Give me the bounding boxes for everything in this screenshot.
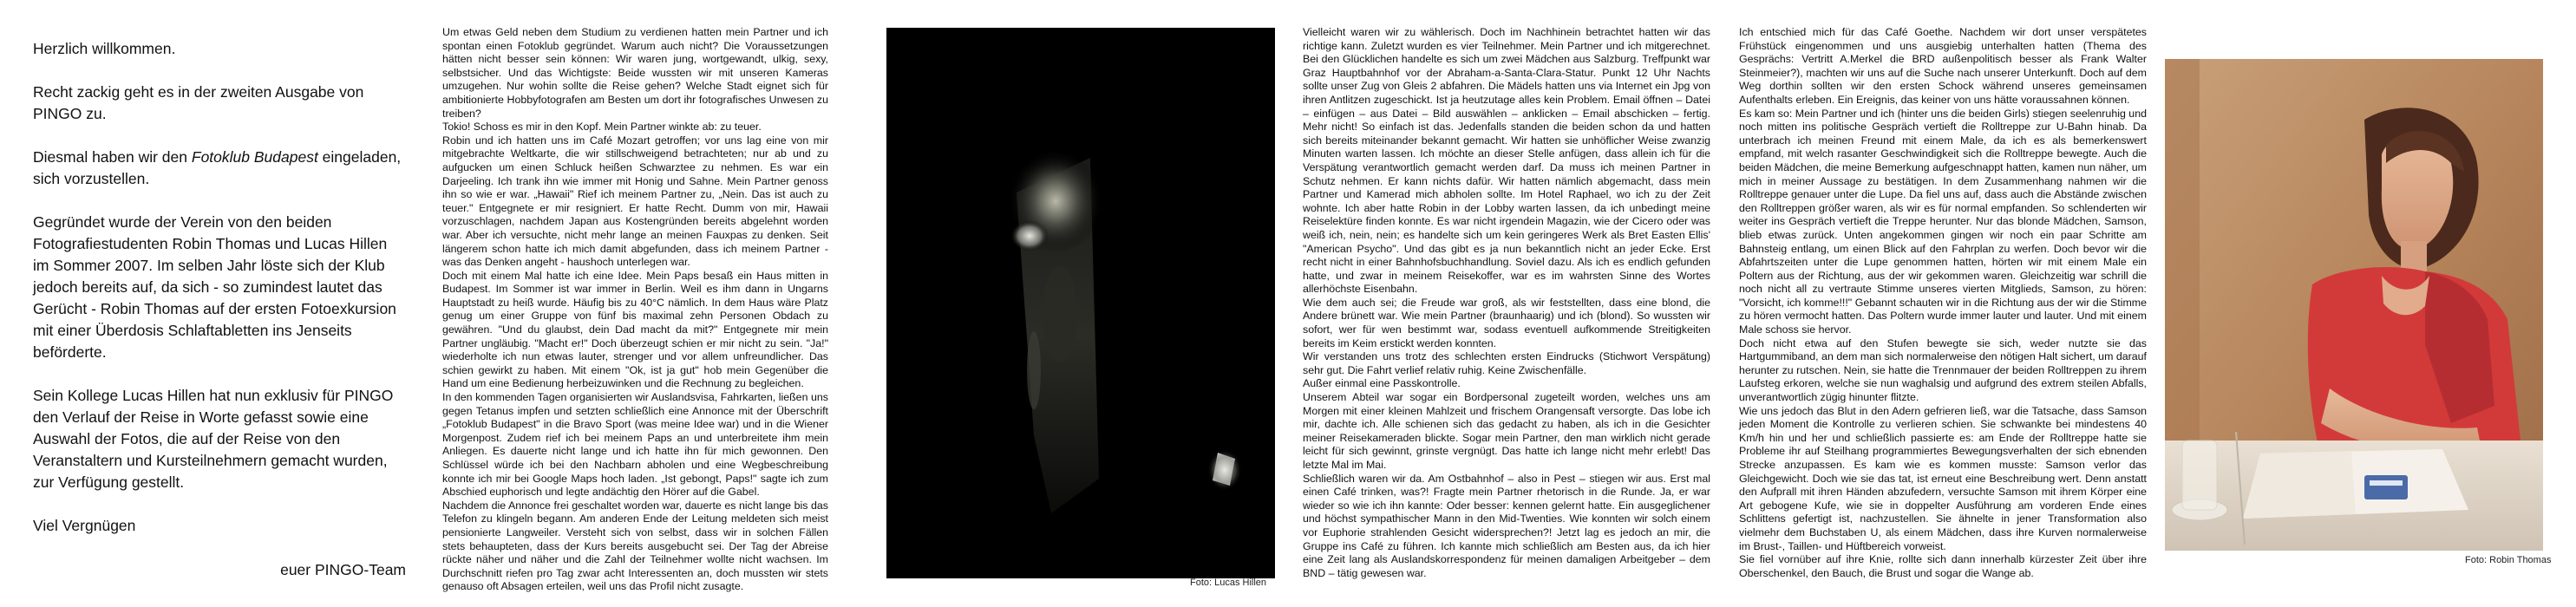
article-paragraph: Doch nicht etwa auf den Stufen bewegte sie sich, weder nutzte sie das Hartgummiband, an dem man sich normalerweise den nötigen Halt sichert, um darauf herunter zu rutschen. Nein, sie hatte die Trennmauer der beiden Rolltreppen zu ihrem Laufsteg erkoren, welche sie nun waghalsig und aufgrund des extrem steilen Abfalls, unverantwortlich zügig hinunter flitzte.	[1739, 336, 2147, 404]
intro-paragraph-3: Gegründet wurde der Verein von den beiden Fotografiestudenten Robin Thomas und Lucas Hillen im Sommer 2007. Im selben Jahr löste sich der Klub jedoch bereits auf, da sich - so zumindest lautet das Gerücht - Robin Thomas auf der ersten Fotoexkursion mit einer Überdosis Schlaftabletten ins Jenseits beförderte.	[33, 213, 396, 361]
intro-paragraph-2	[33, 147, 406, 190]
article-column-1	[442, 26, 828, 594]
article-paragraph: Robin und ich hatten uns im Café Mozart getroffen; vor uns lag eine von mir mitgebrachte Weltkarte, die wir stillschweigend betrachteten; nur ab und zu aufgucken um einen Schluck heißen Schwarztee zu nehmen. Es war ein Darjeeling. Ich trank ihn wie immer mit Honig und Sahne. Mein Partner genoss ihn so wie er war. „Hawaii" Rief ich meinem Partner zu, „Nein. Das ist auch zu teuer." Entgegnete er mir resigniert. Er hatte Recht. Dumm von mir, Hawaii vorzuschlagen, nachdem Japan aus Kostengründen bereits abgelehnt worden war. Aber ich versuchte, nicht mehr lange an meinen Fauxpas zu denken. Seit längerem schon hatte ich mich damit abgefunden, dass ich meinem Partner - was das Denken angeht - haushoch unterlegen war.	[442, 134, 828, 269]
article-paragraph: Vielleicht waren wir zu wählerisch. Doch im Nachhinein betrachtet hatten wir das richtige kann. Zuletzt wurden es vier Teilnehmer. Mein Partner und ich mitgerechnet. Bei den Glücklichen handelte es sich um zwei Mädchen aus Salzburg. Treffpunkt war Graz Hauptbahnhof vor der Abraham-a-Santa-Clara-Statur. Punkt 12 Uhr Nachts sollte unser Zug von Gleis 2 abfahren. Die Mädels hatten uns via Internet ein Jpg von ihren Antlitzen zugeschickt. Ist ja heutzutage alles kein Problem. Email öffnen – Datei – einfügen – aus Datei – Bild auswählen – anklicken – Email abschicken – fertig. Mehr nicht! So einfach ist das. Jedenfalls standen die beiden schon da und hatten sich bereits miteinander bekannt gemacht. Wir hatten sie unhöflicher Weise zwanzig Minuten warten lassen. Ich möchte an dieser Stelle anfügen, dass allein ich für die Verspätung verantwortlich gemacht werden darf. Da muss ich meinen Partner in Schutz nehmen. Er kann nichts dafür. Wir hatten nämlich abgemacht, dass mein Partner und Kamerad mich abholen sollte. Im Hotel Raphael, wo ich zu der Zeit wohnte. Ich aber hatte Robin in der Lobby warten lassen, da ich unbedingt meine Reiselektüre finden konnte. Es war nicht irgendein Magazin, wie der Cicero oder was weiß ich, nein, nein; es handelte sich um kein geringeres Werk als Bret Easten Ellis' "American Psycho". Und das gibt es ja nun bekanntlich nicht an jeder Ecke. Erst recht nicht in einer Bahnhofsbuchhandlung. Soviel dazu. Als ich es endlich gefunden hatte, und zwar in meinem Reisekoffer, war es im wahrsten Sinne des Wortes allerhöchste Eisenbahn.	[1303, 26, 1710, 296]
article-paragraph: In den kommenden Tagen organisierten wir Auslandsvisa, Fahrkarten, ließen uns gegen Tetanus impfen und setzten schließlich eine Annonce mit der Überschrift „Fotoklub Budapest" in die Bravo Sport (was meine Idee war) und in die Wiener Morgenpost. Zudem rief ich bei meinem Paps an und unterbreitete ihm mein Anliegen. Es dauerte nicht lange und ich hatte ihn für mich gewonnen. Den Schlüssel würde ich bei den Nachbarn abholen und eine Wegbeschreibung konnte ich mir bei Google Maps hoch laden. „Ist gebongt, Paps!" sagte ich zum Abschied euphorisch und legte andächtig den Hörer auf die Gabel.	[442, 391, 828, 499]
article-paragraph: Wie uns jedoch das Blut in den Adern gefrieren ließ, war die Tatsache, dass Samson jeden Moment die Kontrolle zu verlieren schien. Sie schwankte bei mindestens 40 Km/h hin und her und schließlich passierte es: am Ende der Rolltreppe hatte sie Probleme ihr auf Steilhang programmiertes Bewegungsverhalten der sich ebnenden Strecke anzupassen. Es kam wie es kommen musste: Samson verlor das Gleichgewicht. Doch wie sie das tat, ist erneut eine Beschreibung wert. Denn anstatt den Aufprall mit ihren Händen abzufedern, versuchte Samson mit ihrem Körper eine Art gebogene Kufe, wie sie in doppelter Ausführung am vorderen Ende eines Schlittens gefertigt ist, nachzustellen. Sie ähnelte in jener Transformation also vielmehr dem Buchstaben U, als einem Mädchen, dass ihre Kurven normalerweise im Brust-, Taillen- und Hüftbereich vorweist.	[1739, 404, 2147, 552]
photo-robin-thomas	[2165, 59, 2543, 551]
article-paragraph: Schließlich waren wir da. Am Ostbahnhof – also in Pest – stiegen wir aus. Erst mal einen Café trinken, was?! Fragte mein Partner rhetorisch in die Runde. Ja, er war wieder so wie ich ihn kannte: Oder besser: kennen gelernt hatte. Ein ausgeglichener und höchst sympathischer Mann in den Mid-Twenties. Wie konnten wir solch einem vor Euphorie strahlenden Gesicht widersprechen?! Jetzt lag es jedoch an mir, die Gruppe ins Café zu führen. Ich kannte mich schließlich am Besten aus, da ich hier eine Zeit lang als Auslandskorrespondenz für meinen damaligen Arbeitgeber – dem BND – tätig gewesen war.	[1303, 472, 1710, 579]
photo-credit-2: Foto: Robin Thomas	[2465, 555, 2552, 565]
intro-text	[33, 38, 406, 603]
article-paragraph: Sie fiel vornüber auf ihre Knie, rollte sich dann innerhalb kürzester Zeit über ihre Oberschenkel, den Bauch, die Brust und sogar die Wange ab.	[1739, 553, 2147, 579]
article-paragraph: Doch mit einem Mal hatte ich eine Idee. Mein Paps besaß ein Haus mitten in Budapest. Im Sommer ist war immer in Berlin. Weil es ihm dann in Ungarns Hauptstadt zu heiß wurde. Häufig bis zu 40°C nämlich. In dem Haus wäre Platz genug um einer Gruppe von fünf bis maximal zehn Personen Obdach zu gewähren. "Und du glaubst, dein Dad macht da mit?" Entgegnete mir mein Partner ungläubig. "Macht er!" Doch überzeugt schien er mir nicht zu sein. "Ja!" wiederholte ich nun etwas lauter, strenger und vor allem unfreundlicher. Das schien gewirkt zu haben. Mit einem "Ok, ist ja gut" hob mein Gegenüber die Hand um eine Bedienung herbeizuwinken und die Rechnung zu begleichen.	[442, 269, 828, 390]
article-paragraph: Tokio! Schoss es mir in den Kopf. Mein Partner winkte ab: zu teuer.	[442, 121, 762, 134]
article-paragraph: Außer einmal eine Passkontrolle.	[1303, 377, 1461, 390]
photo-credit-1: Foto: Lucas Hillen	[1190, 578, 1267, 588]
article-column-3	[1739, 26, 2147, 580]
intro-p2-before: Diesmal haben wir den	[33, 148, 192, 166]
article-paragraph: Wie dem auch sei; die Freude war groß, als wir feststellten, dass eine blond, die Andere brünett war. Wie mein Partner (braunhaarig) und ich (blond). So wussten wir sofort, wer für wen bestimmt war, sodass eventuell aufkommende Streitigkeiten bereits im Keim erstickt werden konnten.	[1303, 296, 1710, 349]
intro-paragraph-4: Sein Kollege Lucas Hillen hat nun exklusiv für PINGO den Verlauf der Reise in Worte gefasst sowie eine Auswahl der Fotos, die auf der Reise von den Veranstaltern und Kursteilnehmern gemacht wurden, zur Verfügung gestellt.	[33, 387, 394, 491]
article-paragraph: Wir verstanden uns trotz des schlechten ersten Eindrucks (Stichwort Verspätung) sehr gut. Die Fahrt verlief relativ ruhig. Keine Zwischenfälle.	[1303, 350, 1710, 376]
woman-reading-photo	[2165, 59, 2543, 551]
intro-signature: euer PINGO-Team	[280, 561, 406, 578]
intro-paragraph-1: Recht zackig geht es in der zweiten Ausgabe von PINGO zu.	[33, 83, 364, 122]
article-paragraph: Nachdem die Annonce frei geschaltet worden war, dauerte es nicht lange bis das Telefon zu klingeln begann. Am anderen Ende der Leitung meldeten sich meist pensionierte Langweiler. Versteht sich von selbst, dass wir in solchen Fällen stets behaupteten, dass der Kurs bereits ausgebucht sei. Der Tag der Abreise rückte näher und näher und die Zahl der Teilnehmer wollte nicht wachsen. Im Durchschnitt riefen pro Tag zwar acht Interessenten an, doch mussten wir stets genauso oft Absagen erteilen, weil uns das Profil nicht zusagte.	[442, 499, 828, 593]
photo-lucas-hillen	[886, 28, 1275, 578]
article-column-2	[1303, 26, 1710, 580]
article-paragraph: Ich entschied mich für das Café Goethe. Nachdem wir dort unser verspätetes Frühstück eingenommen und uns ausgiebig unterhalten hatten (Thema des Gesprächs: Vertritt A.Merkel die BRD außenpolitisch besser als Frank Walter Steinmeier?), machten wir uns auf die Suche nach unserer Unterkunft. Doch auf dem Weg dorthin sollten wir den ersten Schock während unseres gemeinsamen Aufenthalts erleben. Ein Ereignis, das keiner von uns hätte voraussahnen können.	[1739, 26, 2147, 106]
intro-paragraph-5: Viel Vergnügen	[33, 517, 136, 534]
intro-p2-emphasis: Fotoklub Budapest	[191, 148, 318, 166]
article-paragraph: Es kam so: Mein Partner und ich (hinter uns die beiden Girls) stiegen seelenruhig und noch mitten ins politische Gespräch vertieft die Rolltreppe zur U-Bahn hinab. Da unterbrach ich meinen Freund mit einem Male, da ich es als bemerkenswert empfand, mit welch rasanter Geschwindigkeit sich die Rolltreppe bewegte. Auch die beiden Mädchen, die meine Bemerkung aufgeschnappt hatten, kamen nun näher, um mich in meiner Aussage zu bestätigen. In dem Zusammenhang nahmen wir die Rolltreppe genauer unter die Lupe. Da fiel uns auf, dass auch die Abstände zwischen den Rolltreppen größer waren, als wir es für normal empfanden. So schlenderten wir weiter ins Gespräch vertieft die Treppe herunter. Nur das blonde Mädchen, Samson, blieb etwas zurück. Unten angekommen gingen wir noch ein paar Schritte am Bahnsteig entlang, um einen Blick auf den Fahrplan zu werfen. Doch bevor wir die Abfahrtszeiten unter die Lupe genommen hatten, hörten wir mit einem Male ein Poltern aus der Richtung, aus der wir gekommen waren. Gleichzeitig war schrill die noch nicht all zu vertraute Stimme unseres vierten Mitglieds, Samson, zu hören: "Vorsicht, ich komme!!!" Gebannt schauten wir in die Richtung aus der wir die Stimme zu hören vermocht hatten. Das Poltern wurde immer lauter und lauter. Und mit einem Male schoss sie hervor.	[1739, 107, 2147, 336]
article-paragraph: Unserem Abteil war sogar ein Bordpersonal zugeteilt worden, welches uns am Morgen mit einer kleinen Mahlzeit und frischem Orangensaft versorgte. Das lobe ich mir, dachte ich. Alle schienen sich das gedacht zu haben, als ich in die Gesichter meiner Reisekameraden blickte. Sogar mein Partner, den man wirklich nicht gerade leicht für sich gewinnt, grinste vergnügt. Das hatte ich lange nicht mehr erlebt! Das letzte Mal im Mai.	[1303, 391, 1710, 471]
greeting: Herzlich willkommen.	[33, 40, 176, 57]
article-paragraph: Um etwas Geld neben dem Studium zu verdienen hatten mein Partner und ich spontan einen Fotoklub gegründet. Warum auch nicht? Die Voraussetzungen hätten nicht besser sein können: Wir waren jung, wortgewandt, ulkig, sexy, selbstsicher. Und das Wichtigste: Beide wussten wir mit unseren Kameras umzugehen. Nur wohin sollte die Reise gehen? Welche Stadt eignet sich für ambitionierte Hobbyfotografen am Besten um dort ihr fotografisches Unwesen zu treiben?	[442, 26, 828, 120]
intro-p2-after: eingeladen, sich vorzustellen.	[33, 148, 402, 187]
dark-interior-photo	[886, 28, 1275, 578]
